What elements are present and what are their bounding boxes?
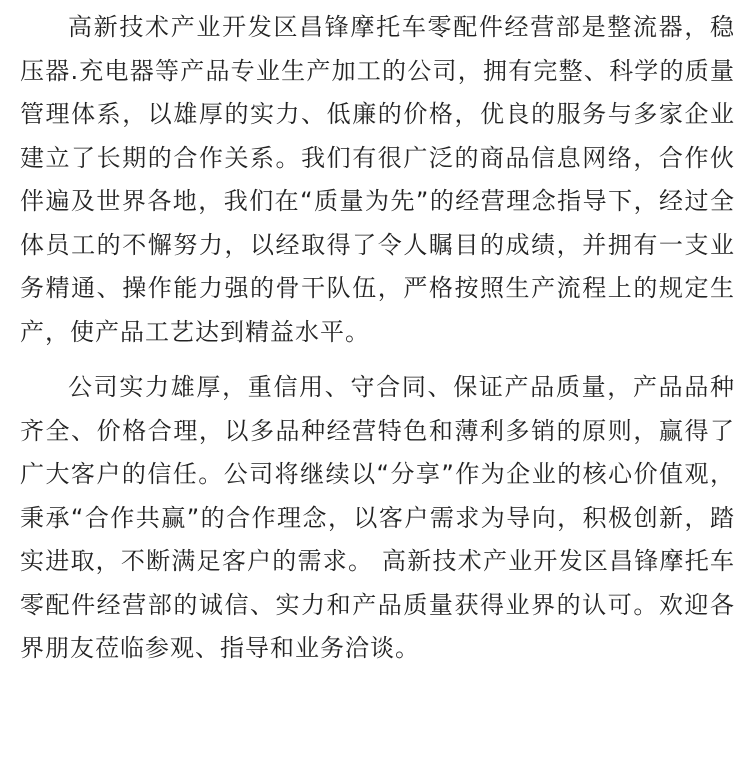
company-strength-paragraph: 公司实力雄厚，重信用、守合同、保证产品质量，产品品种齐全、价格合理，以多品种经营特色和薄利多销的原则，赢得了广大客户的信任。公司将继续以“分享”作为企业的核心价值观，秉承“合作共赢”的合作理念，以客户需求为导向，积极创新，踏实进取，不断满足客户的需求。 高新技术产业开发区昌锋摩托车零配件经营部的诚信、实力和产品质量获得业界的认可。欢迎各界朋友莅临参观、指导和业务洽谈。 <box>20 373 735 662</box>
company-intro-paragraph: 高新技术产业开发区昌锋摩托车零配件经营部是整流器，稳压器.充电器等产品专业生产加工的公司，拥有完整、科学的质量管理体系，以雄厚的实力、低廉的价格，优良的服务与多家企业建立了长期的合作关系。我们有很广泛的商品信息网络，合作伙伴遍及世界各地，我们在“质量为先”的经营理念指导下，经过全体员工的不懈努力，以经取得了令人瞩目的成绩，并拥有一支业务精通、操作能力强的骨干队伍，严格按照生产流程上的规定生产，使产品工艺达到精益水平。 <box>20 13 735 346</box>
